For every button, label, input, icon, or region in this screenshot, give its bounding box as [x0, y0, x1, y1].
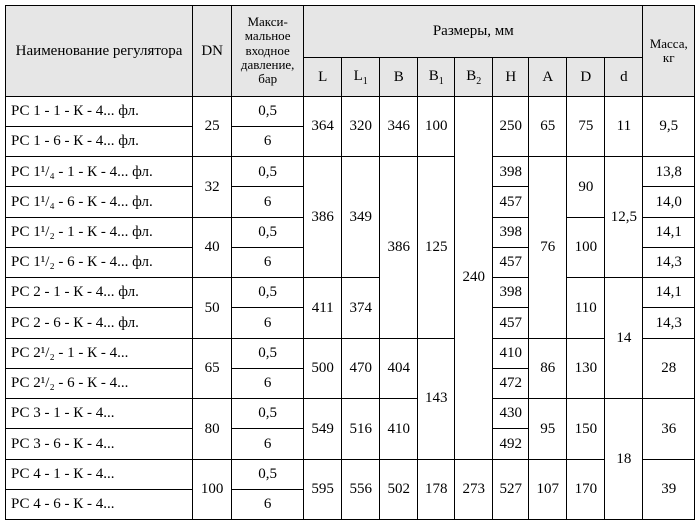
header-sizes: Размеры, мм: [304, 6, 643, 58]
cell-H: 398: [493, 217, 529, 247]
row-name: РС 4 - 6 - К - 4...: [6, 489, 193, 519]
row-name: РС 1¹/₂ - 1 - К - 4... фл.: [6, 217, 193, 247]
cell-B2: 273: [455, 459, 493, 519]
row-name: РС 1¹/₄ - 6 - К - 4... фл.: [6, 187, 193, 217]
cell-B1: 125: [418, 157, 455, 338]
cell-B: 502: [380, 459, 418, 519]
cell-pressure: 0,5: [232, 157, 304, 187]
cell-pressure: 6: [232, 247, 304, 277]
cell-L1: 556: [342, 459, 380, 519]
cell-L1: 374: [342, 278, 380, 338]
cell-A: 95: [529, 399, 567, 459]
cell-mass: 14,3: [643, 308, 695, 338]
header-pressure: Макси-мальное входное давление, бар: [232, 6, 304, 97]
cell-mass: 9,5: [643, 96, 695, 156]
cell-mass: 39: [643, 459, 695, 519]
table-row: [6, 278, 695, 308]
row-name: РС 3 - 6 - К - 4...: [6, 429, 193, 459]
cell-pressure: 0,5: [232, 278, 304, 308]
table-row: [6, 157, 695, 187]
table-row: [6, 338, 695, 368]
table-row: [6, 96, 695, 126]
row-name: РС 2 - 1 - К - 4... фл.: [6, 278, 193, 308]
cell-pressure: 6: [232, 126, 304, 156]
cell-H: 410: [493, 338, 529, 368]
row-name: РС 1 - 1 - К - 4... фл.: [6, 96, 193, 126]
row-name: РС 2 - 6 - К - 4... фл.: [6, 308, 193, 338]
row-name: РС 3 - 1 - К - 4...: [6, 399, 193, 429]
header-d: d: [605, 58, 643, 96]
cell-D: 110: [567, 278, 605, 338]
cell-H: 472: [493, 368, 529, 398]
cell-H: 457: [493, 187, 529, 217]
cell-H: 430: [493, 399, 529, 429]
cell-B: 410: [380, 399, 418, 459]
cell-H: 250: [493, 96, 529, 156]
cell-mass: 36: [643, 399, 695, 459]
cell-H: 457: [493, 247, 529, 277]
cell-dn: 50: [193, 278, 232, 338]
cell-L1: 349: [342, 157, 380, 278]
cell-H: 457: [493, 308, 529, 338]
cell-dn: 80: [193, 399, 232, 459]
header-B1: $B_1$: [418, 58, 455, 96]
cell-L: 386: [304, 157, 342, 278]
cell-d: 14: [605, 278, 643, 399]
cell-dn: 40: [193, 217, 232, 277]
cell-pressure: 0,5: [232, 459, 304, 489]
cell-pressure: 6: [232, 368, 304, 398]
cell-mass: 28: [643, 338, 695, 398]
header-H: H: [493, 58, 529, 96]
cell-H: 398: [493, 278, 529, 308]
cell-mass: 14,1: [643, 217, 695, 247]
cell-pressure: 6: [232, 429, 304, 459]
cell-L: 364: [304, 96, 342, 156]
header-L: L: [304, 58, 342, 96]
row-name: РС 4 - 1 - К - 4...: [6, 459, 193, 489]
cell-A: 65: [529, 96, 567, 156]
cell-L1: 470: [342, 338, 380, 398]
cell-mass: 14,3: [643, 247, 695, 277]
header-L1: $L_1$: [342, 58, 380, 96]
cell-B: 346: [380, 96, 418, 156]
cell-A: 86: [529, 338, 567, 398]
cell-pressure: 6: [232, 187, 304, 217]
cell-L: 500: [304, 338, 342, 398]
row-name: РС 2¹/₂ - 1 - К - 4...: [6, 338, 193, 368]
header-mass: Масса, кг: [643, 6, 695, 97]
table-row: [6, 459, 695, 489]
cell-B2: 240: [455, 96, 493, 459]
cell-d: 18: [605, 399, 643, 520]
cell-B1: 178: [418, 459, 455, 519]
row-name: РС 2¹/₂ - 6 - К - 4...: [6, 368, 193, 398]
cell-pressure: 0,5: [232, 399, 304, 429]
cell-pressure: 0,5: [232, 338, 304, 368]
cell-H: 527: [493, 459, 529, 519]
cell-D: 75: [567, 96, 605, 156]
cell-dn: 100: [193, 459, 232, 519]
cell-L: 549: [304, 399, 342, 459]
cell-pressure: 0,5: [232, 96, 304, 126]
cell-A: 107: [529, 459, 567, 519]
cell-D: 170: [567, 459, 605, 519]
header-row: [6, 6, 695, 58]
cell-d: 11: [605, 96, 643, 156]
cell-D: 150: [567, 399, 605, 459]
cell-B: 404: [380, 338, 418, 398]
row-name: РС 1¹/₂ - 6 - К - 4... фл.: [6, 247, 193, 277]
header-dn: DN: [193, 6, 232, 97]
cell-dn: 65: [193, 338, 232, 398]
cell-d: 12,5: [605, 157, 643, 278]
table-row: [6, 399, 695, 429]
cell-mass: 14,0: [643, 187, 695, 217]
cell-B1: 100: [418, 96, 455, 156]
cell-dn: 25: [193, 96, 232, 156]
cell-L: 411: [304, 278, 342, 338]
cell-D: 130: [567, 338, 605, 398]
header-A: A: [529, 58, 567, 96]
cell-D: 100: [567, 217, 605, 277]
cell-H: 398: [493, 157, 529, 187]
cell-A: 76: [529, 157, 567, 338]
cell-mass: 14,1: [643, 278, 695, 308]
cell-L1: 320: [342, 96, 380, 156]
cell-D: 90: [567, 157, 605, 217]
cell-pressure: 6: [232, 308, 304, 338]
cell-dn: 32: [193, 157, 232, 217]
cell-mass: 13,8: [643, 157, 695, 187]
cell-L1: 516: [342, 399, 380, 459]
header-D: D: [567, 58, 605, 96]
header-B: B: [380, 58, 418, 96]
cell-B1: 143: [418, 338, 455, 459]
cell-pressure: 0,5: [232, 217, 304, 247]
cell-B: 386: [380, 157, 418, 338]
regulator-spec-table: [5, 5, 695, 520]
row-name: РС 1 - 6 - К - 4... фл.: [6, 126, 193, 156]
cell-H: 492: [493, 429, 529, 459]
header-B2: $B_2$: [455, 58, 493, 96]
row-name: РС 1¹/₄ - 1 - К - 4... фл.: [6, 157, 193, 187]
header-name: Наименование регулятора: [6, 6, 193, 97]
cell-L: 595: [304, 459, 342, 519]
cell-pressure: 6: [232, 489, 304, 519]
